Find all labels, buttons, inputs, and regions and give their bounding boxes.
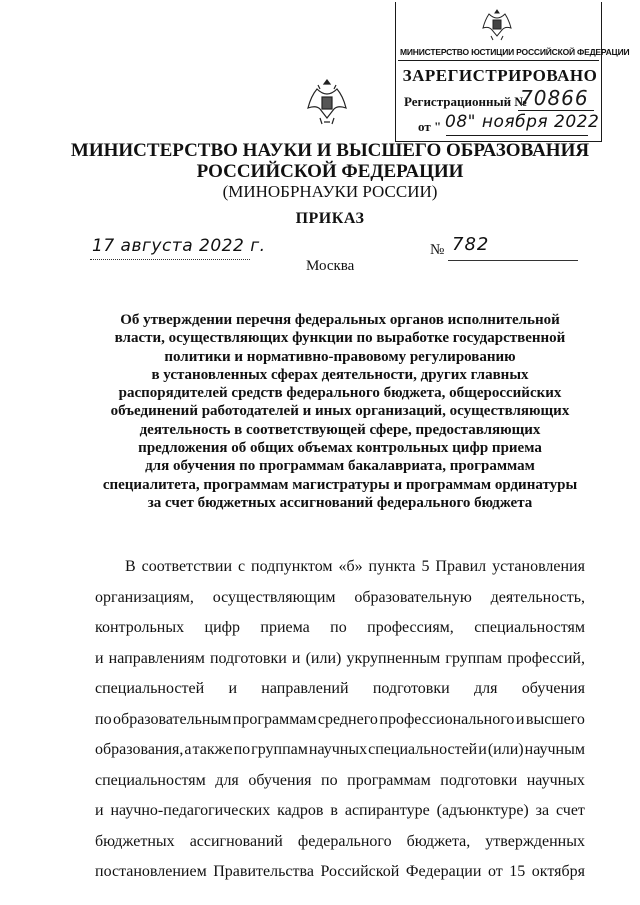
body-word: профессий, xyxy=(507,649,585,667)
stamp-date-value: 08" ноября 2022 xyxy=(445,112,600,132)
body-word: пункта xyxy=(368,558,416,575)
body-word: высшего xyxy=(525,710,585,728)
body-line xyxy=(95,796,585,827)
body-word: приема xyxy=(260,619,310,636)
order-number-value: 782 xyxy=(452,234,490,255)
body-word: по xyxy=(330,619,347,636)
body-line xyxy=(95,552,585,583)
registration-stamp xyxy=(395,2,630,142)
body-word: установления xyxy=(492,558,585,575)
body-word: научных xyxy=(308,741,368,758)
body-word: профессионального xyxy=(379,710,515,728)
body-word: среднего xyxy=(317,710,378,728)
body-word: подготовки xyxy=(440,771,518,789)
body-word: в xyxy=(330,802,338,819)
body-word: (адъюнктуре) xyxy=(436,802,529,819)
body-word: направлений xyxy=(261,680,349,697)
body-word: контрольных xyxy=(95,619,185,636)
body-word: по xyxy=(321,771,338,789)
body-word: специальностям xyxy=(474,619,585,636)
body-word: осуществляющим xyxy=(212,588,336,606)
body-word: группам xyxy=(445,649,503,667)
body-word: по xyxy=(95,710,112,728)
body-word: образовательным xyxy=(113,710,232,728)
body-line xyxy=(95,583,585,614)
body-word: цифр xyxy=(204,619,240,636)
body-word: бюджета, xyxy=(406,832,471,850)
body-word: и xyxy=(515,710,525,728)
body-word: аспирантуре xyxy=(344,802,430,819)
order-sign-date: 17 августа 2022 г. xyxy=(92,236,266,256)
order-number-label: № xyxy=(430,242,445,258)
body-word: обучения xyxy=(521,680,585,697)
stamp-registered: ЗАРЕГИСТРИРОВАНО xyxy=(402,66,598,85)
body-line xyxy=(95,644,585,675)
heading-line: предложения об общих объемах контрольных цифр приема xyxy=(138,440,542,457)
body-word: 15 xyxy=(509,863,526,880)
heading-line: для обучения по программам бакалавриата, программам xyxy=(145,458,535,475)
heading-line: деятельность в соответствующей сфере, предоставляющих xyxy=(139,421,541,438)
heading-line: в установленных сферах деятельности, других главных xyxy=(151,366,529,383)
body-line xyxy=(95,735,585,766)
body-word: профессиям, xyxy=(367,619,454,636)
heading-line: политики и нормативно-правовому регулированию xyxy=(164,348,516,365)
body-word: за xyxy=(535,802,550,819)
body-word: и xyxy=(228,680,237,697)
body-word: научных xyxy=(526,771,585,789)
stamp-date-underline xyxy=(446,135,588,136)
body-word: Российской xyxy=(320,863,400,880)
body-word: соответствии xyxy=(141,558,233,575)
body-word: подготовки xyxy=(209,649,287,667)
order-number-underline xyxy=(448,260,578,261)
body-word: программам xyxy=(347,771,431,789)
stamp-regnum-value: 70866 xyxy=(520,86,589,110)
body-word: деятельность, xyxy=(490,588,585,606)
order-body-text xyxy=(95,552,585,888)
ministry-title xyxy=(60,140,600,182)
order-heading xyxy=(95,311,585,512)
body-word: кадров xyxy=(277,802,324,819)
stamp-date-label: от " xyxy=(418,119,442,134)
ministry-title-line1: МИНИСТЕРСТВО НАУКИ И ВЫСШЕГО ОБРАЗОВАНИЯ xyxy=(70,140,590,161)
heading-line: специалитета, программам магистратуры и программам ординатуры xyxy=(102,476,578,493)
body-word: образования, xyxy=(95,741,184,758)
stamp-regnum-label: Регистрационный № xyxy=(404,94,528,109)
body-word: и xyxy=(478,741,487,758)
body-word: укрупненным xyxy=(346,649,441,667)
body-word: подготовки xyxy=(372,680,450,697)
body-line xyxy=(95,857,585,888)
heading-line: объединений работодателей и иных организаций, осуществляющих xyxy=(110,403,570,420)
body-word: октября xyxy=(531,863,585,880)
body-word: научным xyxy=(524,741,585,758)
body-word: специальностей xyxy=(95,680,205,697)
body-word: бюджетных xyxy=(95,832,175,850)
stamp-ministry-name: МИНИСТЕРСТВО ЮСТИЦИИ РОССИЙСКОЙ ФЕДЕРАЦИИ xyxy=(400,47,630,57)
body-word: от xyxy=(487,863,503,880)
body-word: а xyxy=(184,741,192,758)
body-word: 5 xyxy=(421,558,430,575)
body-word: и xyxy=(95,802,104,819)
body-word: для xyxy=(215,771,239,789)
order-title: ПРИКАЗ xyxy=(295,210,365,227)
body-word: по xyxy=(233,741,251,758)
heading-line: распорядителей средств федерального бюджета, общероссийских xyxy=(118,385,562,402)
body-word: федерального xyxy=(297,832,392,850)
heading-line: власти, осуществляющих функции по выработке государственной xyxy=(114,330,566,347)
body-word: программам xyxy=(232,710,317,728)
body-word: Правил xyxy=(435,558,487,575)
body-word: и xyxy=(291,649,301,667)
body-word: «б» xyxy=(338,558,363,575)
body-word: утвержденных xyxy=(485,832,585,850)
body-word: (или) xyxy=(487,741,524,758)
body-word: (или) xyxy=(305,649,342,667)
body-word: организациям, xyxy=(95,588,194,606)
coat-of-arms-icon xyxy=(479,6,515,44)
body-word: ассигнований xyxy=(189,832,283,850)
heading-line: за счет бюджетных ассигнований федерального бюджета xyxy=(147,494,533,511)
body-word: постановлением xyxy=(95,863,207,880)
body-line xyxy=(95,766,585,797)
body-word: для xyxy=(474,680,498,697)
coat-of-arms-icon xyxy=(306,78,348,128)
ministry-title-line2: РОССИЙСКОЙ ФЕДЕРАЦИИ xyxy=(196,161,464,182)
sign-date-underline xyxy=(90,259,250,260)
stamp-divider xyxy=(398,60,599,61)
body-line xyxy=(95,613,585,644)
body-word: и xyxy=(95,649,104,667)
stamp-regnum-underline xyxy=(518,110,594,111)
body-line xyxy=(95,827,585,858)
body-line xyxy=(95,705,585,736)
body-word: специальностям xyxy=(95,771,206,789)
body-word: счет xyxy=(556,802,585,819)
body-word: В xyxy=(125,558,136,575)
order-city: Москва xyxy=(306,258,355,274)
ministry-short-name: (МИНОБРНАУКИ РОССИИ) xyxy=(222,182,438,201)
body-word: направлениям xyxy=(108,649,205,667)
body-word: группам xyxy=(251,741,308,758)
body-word: научно-педагогических xyxy=(110,802,271,819)
body-line xyxy=(95,674,585,705)
body-word: Правительства xyxy=(213,863,314,880)
body-word: подпунктом xyxy=(251,558,333,575)
body-word: Федерации xyxy=(405,863,482,880)
body-word: специальностей xyxy=(368,741,478,758)
body-word: образовательную xyxy=(354,588,472,606)
body-word: также xyxy=(192,741,233,758)
body-word: с xyxy=(237,558,246,575)
body-word: обучения xyxy=(248,771,312,789)
heading-line: Об утверждении перечня федеральных органов исполнительной xyxy=(120,312,560,328)
